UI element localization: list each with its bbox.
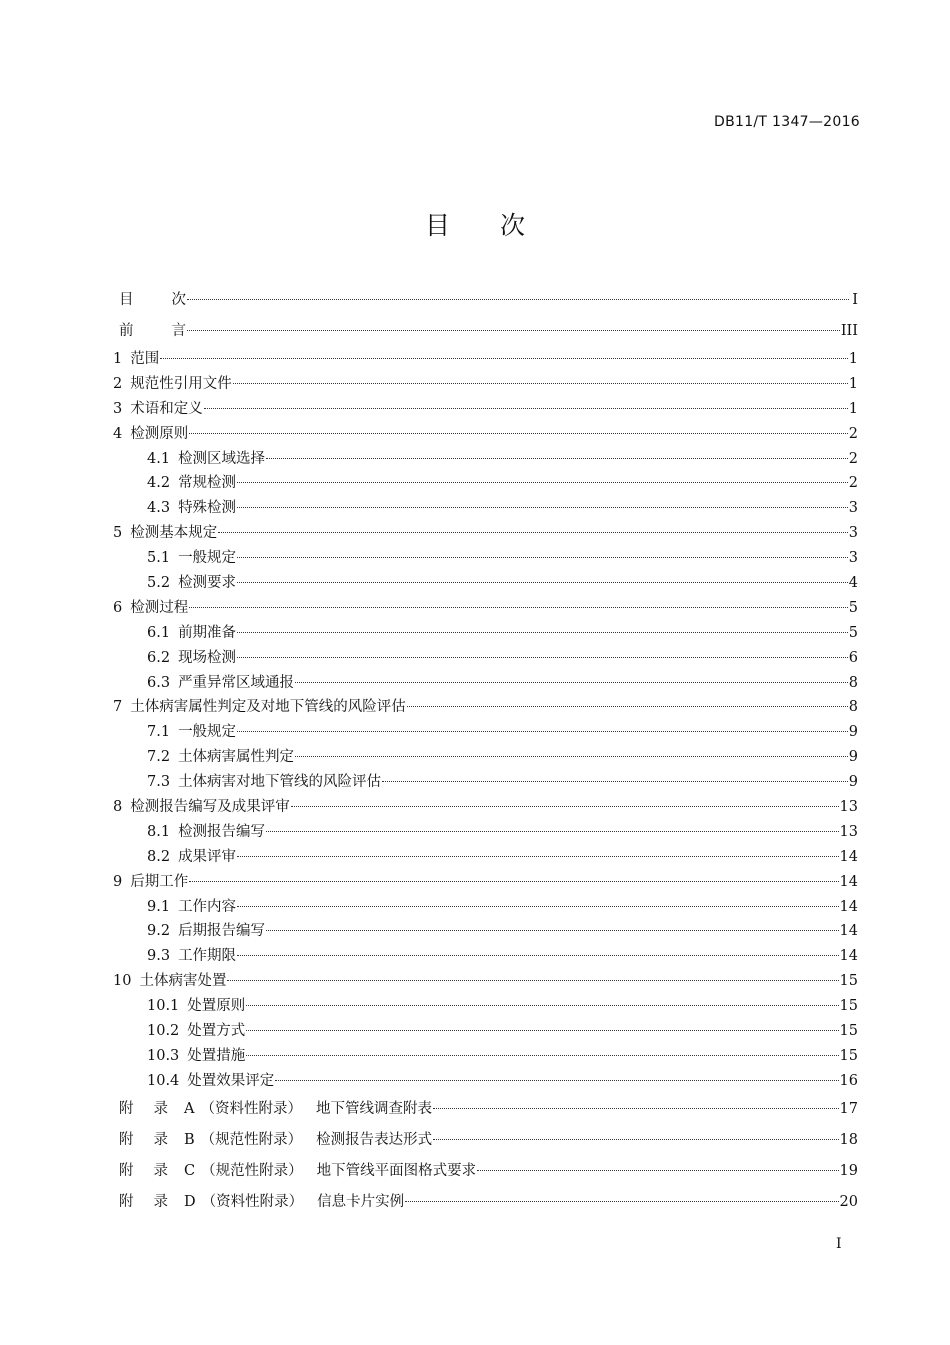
- toc-entry-number: 10.2: [147, 1023, 180, 1040]
- toc-appendix-entry[interactable]: [113, 1125, 858, 1156]
- toc-entry-page: 14: [839, 948, 858, 965]
- page-number: I: [836, 1236, 842, 1252]
- toc-appendix-entry[interactable]: [113, 1187, 858, 1218]
- dot-leader: [218, 532, 848, 533]
- toc-entry-label: [147, 994, 245, 1019]
- toc-entry-label: [147, 1069, 274, 1094]
- toc-subsection[interactable]: [113, 944, 858, 969]
- toc-entry-page: 15: [839, 973, 858, 990]
- toc-section[interactable]: [113, 422, 858, 447]
- toc-entry-text: 土体病害处置: [139, 973, 227, 990]
- toc-entry-page: 14: [839, 923, 858, 940]
- front-char: 言: [171, 323, 186, 339]
- toc-entry-label: [113, 372, 232, 397]
- toc-entry-text: 检测基本规定: [130, 525, 218, 542]
- toc-front-entry[interactable]: [113, 316, 858, 347]
- toc-entry-label: [147, 1019, 245, 1044]
- toc-entry-number: 5.2: [147, 575, 171, 592]
- toc-entry-label: [147, 895, 236, 920]
- toc-entry-number: 4.1: [147, 450, 171, 467]
- toc-appendix-entry[interactable]: [113, 1094, 858, 1125]
- dot-leader: [295, 756, 848, 757]
- toc-subsection[interactable]: [113, 994, 858, 1019]
- toc-entry-label: [147, 745, 294, 770]
- dot-leader: [160, 358, 848, 359]
- dot-leader: [407, 706, 848, 707]
- toc-entry-number: 9.3: [147, 948, 171, 965]
- document-code: DB11/T 1347—2016: [714, 114, 860, 130]
- dot-leader: [237, 906, 838, 907]
- dot-leader: [246, 1030, 838, 1031]
- toc-subsection[interactable]: [113, 1069, 858, 1094]
- toc-entry-text: 一般规定: [178, 724, 237, 741]
- appendix-word: 附: [119, 1131, 134, 1148]
- toc-entry-label: [147, 496, 236, 521]
- toc-entry-label: [147, 845, 236, 870]
- toc-entry-label: [113, 596, 188, 621]
- toc-entry-page: 3: [848, 525, 858, 542]
- dot-leader: [237, 632, 848, 633]
- front-char: 目: [119, 292, 134, 308]
- dot-leader: [295, 682, 848, 683]
- toc-entry-text: 处置原则: [187, 998, 246, 1015]
- dot-leader: [237, 557, 848, 558]
- toc-entry-page: 17: [839, 1100, 858, 1117]
- toc-entry-text: 土体病害属性判定: [178, 749, 295, 766]
- toc-entry-label: [147, 1044, 245, 1069]
- toc-entry-text: 工作内容: [178, 898, 237, 915]
- dot-leader: [189, 607, 848, 608]
- dot-leader: [266, 831, 838, 832]
- dot-leader: [291, 806, 839, 807]
- toc-entry-label: [147, 720, 236, 745]
- appendix-letter: B: [184, 1131, 195, 1148]
- toc-front-entry[interactable]: [113, 285, 858, 316]
- toc-entry-number: 6.1: [147, 624, 171, 641]
- toc-subsection[interactable]: [113, 571, 858, 596]
- appendix-title: 信息卡片实例: [317, 1193, 405, 1210]
- toc-entry-text: 工作期限: [178, 948, 237, 965]
- toc-entry-page: 5: [848, 599, 858, 616]
- dot-leader: [227, 980, 838, 981]
- toc-entry-number: 6.2: [147, 649, 171, 666]
- toc-entry-page: 15: [839, 1047, 858, 1064]
- toc-entry-text: 范围: [130, 351, 160, 367]
- toc-section[interactable]: [113, 596, 858, 621]
- toc-entry-text: 检测原则: [130, 425, 189, 442]
- toc-entry-number: 10.4: [147, 1072, 180, 1089]
- toc-entry-page: 13: [839, 799, 858, 816]
- toc-subsection[interactable]: [113, 447, 858, 472]
- toc-entry-text: 一般规定: [178, 550, 237, 567]
- toc-entry-number: 2: [113, 375, 123, 392]
- toc-entry-page: 14: [839, 898, 858, 915]
- appendix-letter: C: [184, 1162, 196, 1179]
- appendix-word: 附: [119, 1193, 134, 1210]
- dot-leader: [187, 299, 849, 300]
- dot-leader: [237, 482, 848, 483]
- toc-entry-page: 4: [848, 575, 858, 592]
- dot-leader: [237, 507, 848, 508]
- toc-entry-label: [113, 521, 217, 546]
- toc-entry-page: 14: [839, 848, 858, 865]
- appendix-type: （资料性附录）: [200, 1100, 302, 1117]
- toc-entry-text: 检测区域选择: [178, 450, 266, 467]
- dot-leader: [233, 383, 848, 384]
- toc-entry-number: 9: [113, 873, 123, 890]
- toc-entry-text: 后期工作: [130, 873, 189, 890]
- appendix-title: 地下管线平面图格式要求: [316, 1162, 477, 1179]
- appendix-word: 录: [153, 1193, 168, 1210]
- front-char: 次: [171, 292, 186, 308]
- toc-entry-text: 特殊检测: [178, 500, 237, 517]
- toc-entry-text: 现场检测: [178, 649, 237, 666]
- appendix-type: （资料性附录）: [201, 1193, 304, 1210]
- toc-entry-text: 检测报告编写及成果评审: [130, 799, 290, 816]
- dot-leader: [266, 458, 848, 459]
- toc-entry-page: 8: [848, 699, 858, 716]
- toc-entry-page: 2: [848, 475, 858, 492]
- toc-entry-label: [147, 546, 236, 571]
- toc-entry-number: 8.1: [147, 823, 171, 840]
- page-title: [0, 206, 950, 242]
- toc-entry-page: 13: [839, 823, 858, 840]
- toc-section[interactable]: [113, 372, 858, 397]
- toc-entry-label: [113, 969, 226, 994]
- toc-entry-label: [113, 870, 188, 895]
- toc-entry-label: [113, 695, 406, 720]
- toc-subsection[interactable]: [113, 720, 858, 745]
- toc-entry-text: 处置方式: [187, 1023, 246, 1040]
- toc-subsection[interactable]: [113, 770, 858, 795]
- toc-entry-text: 检测报告编写: [178, 823, 266, 840]
- dot-leader: [246, 1005, 838, 1006]
- dot-leader: [266, 930, 838, 931]
- dot-leader: [189, 881, 838, 882]
- appendix-title: 检测报告表达形式: [316, 1131, 433, 1148]
- toc-entry-number: 5.1: [147, 550, 171, 567]
- appendix-letter: D: [184, 1193, 196, 1210]
- toc-section[interactable]: [113, 521, 858, 546]
- dot-leader: [246, 1055, 838, 1056]
- toc-entry-text: 土体病害属性判定及对地下管线的风险评估: [130, 699, 406, 716]
- toc-entry-label: [113, 422, 188, 447]
- appendix-word: 附: [119, 1100, 134, 1117]
- toc-entry-page: 9: [848, 724, 858, 741]
- toc-entry-page: I: [852, 292, 858, 308]
- dot-leader: [237, 955, 838, 956]
- toc-entry-text: 处置效果评定: [187, 1072, 275, 1089]
- toc-entry-page: 20: [839, 1193, 858, 1210]
- toc-entry-label: [113, 1125, 432, 1156]
- toc-entry-number: 4.3: [147, 500, 171, 517]
- toc-subsection[interactable]: [113, 820, 858, 845]
- dot-leader: [433, 1139, 838, 1140]
- toc-entry-text: 后期报告编写: [178, 923, 266, 940]
- toc-entry-label: [113, 316, 186, 347]
- toc-appendix-entry[interactable]: [113, 1156, 858, 1187]
- toc-entry-page: 3: [848, 550, 858, 567]
- toc-entry-page: 19: [839, 1162, 858, 1179]
- toc-entry-label: [113, 795, 290, 820]
- toc-entry-number: 7.3: [147, 774, 171, 791]
- appendix-word: 录: [153, 1131, 168, 1148]
- toc-subsection[interactable]: [113, 546, 858, 571]
- dot-leader: [237, 582, 848, 583]
- toc-entry-text: 成果评审: [178, 848, 237, 865]
- toc-entry-label: [113, 1094, 432, 1125]
- dot-leader: [204, 408, 848, 409]
- toc-entry-label: [147, 646, 236, 671]
- toc-entry-page: 15: [839, 998, 858, 1015]
- dot-leader: [237, 731, 848, 732]
- toc-entry-page: 9: [848, 749, 858, 766]
- toc-entry-text: 检测过程: [130, 599, 189, 616]
- appendix-word: 录: [153, 1100, 168, 1117]
- toc-entry-number: 3: [113, 400, 123, 417]
- toc-entry-number: 4: [113, 425, 123, 442]
- toc-entry-number: 7: [113, 699, 123, 716]
- toc-section[interactable]: [113, 695, 858, 720]
- toc-entry-page: 1: [848, 351, 858, 367]
- appendix-type: （规范性附录）: [200, 1131, 303, 1148]
- toc-entry-label: [147, 820, 265, 845]
- toc-entry-number: 9.2: [147, 923, 171, 940]
- toc-entry-page: 1: [848, 375, 858, 392]
- dot-leader: [382, 781, 848, 782]
- toc-subsection[interactable]: [113, 745, 858, 770]
- toc-entry-number: 10.1: [147, 998, 180, 1015]
- toc-entry-label: [113, 1156, 476, 1187]
- toc-entry-number: 8: [113, 799, 123, 816]
- toc-entry-label: [147, 471, 236, 496]
- appendix-letter: A: [184, 1100, 195, 1117]
- toc-section[interactable]: [113, 969, 858, 994]
- toc-entry-text: 处置措施: [187, 1047, 246, 1064]
- toc-entry-number: 1: [113, 351, 123, 367]
- toc-entry-label: [113, 1187, 404, 1218]
- toc-entry-page: 1: [848, 400, 858, 417]
- title-char-2: 次: [500, 211, 526, 240]
- toc-entry-text: 前期准备: [178, 624, 237, 641]
- toc-entry-label: [147, 621, 236, 646]
- toc-entry-number: 5: [113, 525, 123, 542]
- appendix-type: （规范性附录）: [201, 1162, 303, 1179]
- toc-subsection[interactable]: [113, 845, 858, 870]
- toc-subsection[interactable]: [113, 1044, 858, 1069]
- toc-entry-number: 6: [113, 599, 123, 616]
- dot-leader: [477, 1170, 838, 1171]
- toc-entry-label: [113, 347, 159, 372]
- toc-entry-page: 9: [848, 774, 858, 791]
- toc-entry-label: [147, 944, 236, 969]
- toc-entry-text: 土体病害对地下管线的风险评估: [178, 774, 382, 791]
- toc-entry-number: 8.2: [147, 848, 171, 865]
- toc-subsection[interactable]: [113, 471, 858, 496]
- toc-entry-page: 15: [839, 1023, 858, 1040]
- toc-subsection[interactable]: [113, 646, 858, 671]
- toc-entry-label: [147, 671, 294, 696]
- appendix-word: 附: [119, 1162, 134, 1179]
- dot-leader: [405, 1201, 838, 1202]
- toc-entry-number: 6.3: [147, 674, 171, 691]
- toc-entry-text: 术语和定义: [130, 400, 203, 417]
- toc-entry-number: 4.2: [147, 475, 171, 492]
- toc-subsection[interactable]: [113, 621, 858, 646]
- toc-entry-page: 16: [839, 1072, 858, 1089]
- toc-entry-number: 7.2: [147, 749, 171, 766]
- toc-subsection[interactable]: [113, 671, 858, 696]
- toc-entry-text: 常规检测: [178, 475, 237, 492]
- toc-entry-text: 检测要求: [178, 575, 237, 592]
- toc-entry-text: 严重异常区域通报: [178, 674, 295, 691]
- toc-entry-label: [113, 285, 186, 316]
- dot-leader: [433, 1108, 839, 1109]
- toc-subsection[interactable]: [113, 1019, 858, 1044]
- toc-entry-page: 2: [848, 425, 858, 442]
- toc-entry-label: [147, 571, 236, 596]
- table-of-contents: [113, 285, 858, 1218]
- toc-entry-label: [147, 770, 381, 795]
- toc-entry-page: 14: [839, 873, 858, 890]
- toc-section[interactable]: [113, 795, 858, 820]
- appendix-title: 地下管线调查附表: [315, 1100, 432, 1117]
- toc-subsection[interactable]: [113, 496, 858, 521]
- toc-entry-number: 7.1: [147, 724, 171, 741]
- toc-entry-page: 8: [848, 674, 858, 691]
- toc-subsection[interactable]: [113, 895, 858, 920]
- toc-entry-page: 3: [848, 500, 858, 517]
- toc-entry-page: III: [840, 323, 858, 339]
- toc-section[interactable]: [113, 870, 858, 895]
- toc-entry-label: [147, 447, 265, 472]
- toc-entry-label: [147, 919, 265, 944]
- appendix-word: 录: [153, 1162, 168, 1179]
- toc-entry-number: 10.3: [147, 1047, 180, 1064]
- dot-leader: [275, 1080, 838, 1081]
- toc-entry-number: 10: [113, 973, 132, 990]
- dot-leader: [187, 330, 840, 331]
- toc-entry-text: 规范性引用文件: [130, 375, 232, 392]
- toc-entry-page: 6: [848, 649, 858, 666]
- toc-subsection[interactable]: [113, 919, 858, 944]
- toc-entry-page: 18: [839, 1131, 858, 1148]
- toc-entry-page: 5: [848, 624, 858, 641]
- toc-entry-number: 9.1: [147, 898, 171, 915]
- toc-section[interactable]: [113, 347, 858, 372]
- dot-leader: [237, 856, 838, 857]
- front-char: 前: [119, 323, 134, 339]
- dot-leader: [237, 657, 848, 658]
- title-char-1: 目: [424, 211, 450, 240]
- toc-entry-label: [113, 397, 203, 422]
- toc-section[interactable]: [113, 397, 858, 422]
- toc-entry-page: 2: [848, 450, 858, 467]
- dot-leader: [189, 433, 848, 434]
